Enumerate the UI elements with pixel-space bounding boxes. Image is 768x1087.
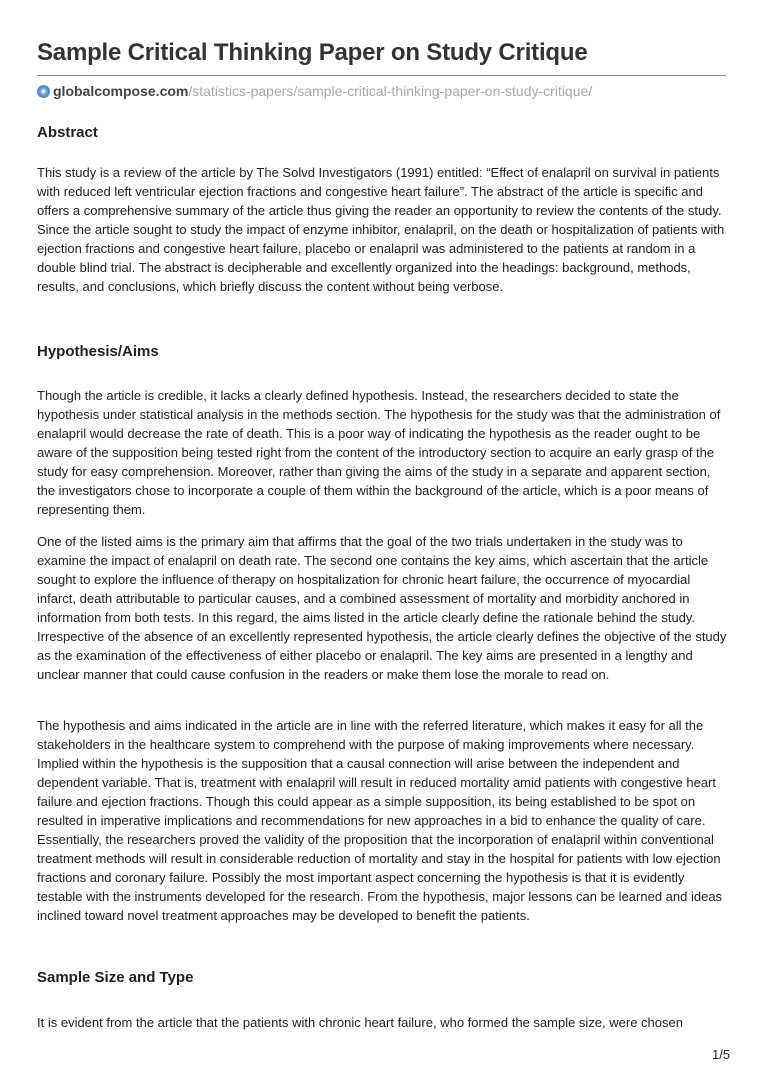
hypothesis-paragraph-2: One of the listed aims is the primary aim that affirms that the goal of the two trials undertaken in the study was to examine the impact of enalapril on death rate. The second one contains the key aims, which ascertain that the article sought to explore the influence of therapy on hospitalization for chronic heart failure, the occurrence of myocardial infarct, death attributable to particular causes, and a combined assessment of mortality and morbidity anchored in information from both tests. In this regard, the aims listed in the article clearly define the rationale behind the study. Irrespective of the absence of an excellently represented hypothesis, the article clearly defines the objective of the study as the examination of the effectiveness of either placebo or enalapril. The key aims are presented in a lengthy and unclear manner that could cause confusion in the readers or make them lose the morale to read on.: [37, 534, 727, 682]
hypothesis-paragraph-3: The hypothesis and aims indicated in the article are in line with the referred literature, which makes it easy for all the stakeholders in the healthcare system to comprehend with the purpose of making improvements where necessary. Implied within the hypothesis is the supposition that a causal connection will arise between the independent and dependent variable. That is, treatment with enalapril will result in reduced mortality amid patients with congestive heart failure and ejection fractions. Though this could appear as a simple supposition, its being established to be spot on resulted in imperative implications and recommendations for new approaches in a bid to enhance the quality of care. Essentially, the researchers proved the validity of the proposition that the incorporation of enalapril within conventional treatment methods will result in considerable reduction of mortality and stay in the hospital for patients with low ejection fractions and coronary failure. Possibly the most important aspect concerning the hypothesis is that it is evidently testable with the instruments developed for the research. From the hypothesis, major lessons can be learned and ideas inclined toward novel treatment approaches may be developed to benefit the patients.: [37, 718, 723, 923]
section-heading-sample-size: Sample Size and Type: [37, 969, 194, 986]
page-number: 1/5: [712, 1047, 731, 1062]
sample-size-paragraph: It is evident from the article that the patients with chronic heart failure, who formed the sample size, were chosen: [37, 1015, 683, 1030]
globe-icon: [37, 85, 50, 98]
section-heading-abstract: Abstract: [37, 124, 98, 141]
source-path[interactable]: /statistics-papers/sample-critical-thinking-paper-on-study-critique/: [188, 83, 593, 99]
title-divider: [37, 75, 726, 76]
hypothesis-paragraph-1: Though the article is credible, it lacks a clearly defined hypothesis. Instead, the researchers decided to state the hypothesis under statistical analysis in the methods section. The hypothesis for the study was that the administration of enalapril would decrease the rate of death. This is a poor way of indicating the hypothesis as the reader ought to be aware of the supposition being tested right from the content of the introductory section to acquire an early grasp of the study for easy comprehension. Moreover, rather than giving the aims of the study in a separate and apparent section, the investigators chose to incorporate a couple of them within the background of the article, which is a poor means of representing them.: [37, 388, 721, 517]
source-domain[interactable]: globalcompose.com: [53, 83, 189, 99]
section-heading-hypothesis-aims: Hypothesis/Aims: [37, 343, 159, 360]
abstract-paragraph: This study is a review of the article by The Solvd Investigators (1991) entitled: “Effect of enalapril on survival in patients with reduced left ventricular ejection fractions and congestive heart failure”. The abstract of the article is specific and offers a comprehensive summary of the article thus giving the reader an opportunity to review the contents of the study. Since the article sought to study the impact of enzyme inhibitor, enalapril, on the death or hospitalization of patients with ejection fractions and congestive heart failure, placebo or enalapril was administered to the patients at random in a double blind trial. The abstract is decipherable and excellently organized into the headings: background, methods, results, and conclusions, which briefly discuss the content without being verbose.: [37, 165, 725, 294]
document-title: Sample Critical Thinking Paper on Study Critique: [37, 39, 588, 66]
source-url-line[interactable]: [37, 82, 592, 100]
